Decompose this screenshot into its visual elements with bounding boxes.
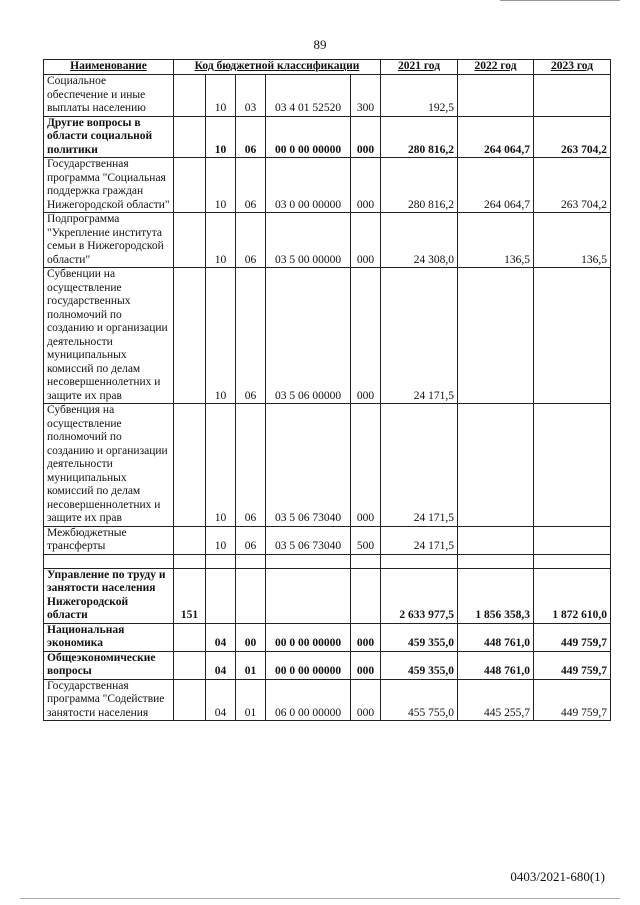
row-name: Подпрограмма "Укрепление института семьи в Нижегородской области" [44, 213, 174, 268]
table-row [44, 623, 611, 651]
row-value-2023 [534, 526, 611, 554]
row-value-2023: 449 759,7 [534, 679, 611, 721]
table-row [44, 116, 611, 158]
header-2023: 2023 год [534, 60, 611, 75]
row-value-2021: 24 171,5 [381, 526, 458, 554]
row-value-2022: 448 761,0 [458, 623, 534, 651]
row-value-2022 [458, 75, 534, 117]
row-target-article: 00 0 00 00000 [266, 623, 351, 651]
row-name: Государственная программа "Содействие занятости населения [44, 679, 174, 721]
row-name: Социальное обеспечение и иные выплаты населению [44, 75, 174, 117]
row-org-code [174, 679, 206, 721]
table-row [44, 213, 611, 268]
row-value-2022 [458, 526, 534, 554]
row-org-code [174, 158, 206, 213]
row-target-article: 03 5 00 00000 [266, 213, 351, 268]
row-section: 04 [206, 623, 236, 651]
row-subsection: 06 [236, 268, 266, 404]
row-name: Субвенция на осуществление полномочий по созданию и организации деятельности муниципальных комиссий по делам несовершеннолетних и защите их прав [44, 404, 174, 527]
row-section: 10 [206, 116, 236, 158]
row-org-code [174, 75, 206, 117]
row-org-code [174, 623, 206, 651]
row-expense-type [351, 554, 381, 568]
row-value-2022: 445 255,7 [458, 679, 534, 721]
row-org-code [174, 404, 206, 527]
row-value-2022 [458, 268, 534, 404]
row-value-2021: 280 816,2 [381, 116, 458, 158]
row-section [206, 568, 236, 623]
table-row [44, 75, 611, 117]
row-target-article [266, 568, 351, 623]
row-org-code [174, 651, 206, 679]
row-value-2023: 1 872 610,0 [534, 568, 611, 623]
table-row [44, 268, 611, 404]
row-subsection: 06 [236, 404, 266, 527]
row-section: 04 [206, 651, 236, 679]
row-value-2022 [458, 554, 534, 568]
row-expense-type: 000 [351, 651, 381, 679]
row-subsection: 01 [236, 679, 266, 721]
row-section: 10 [206, 158, 236, 213]
row-expense-type: 000 [351, 679, 381, 721]
row-org-code [174, 554, 206, 568]
header-name: Наименование [44, 60, 174, 75]
row-value-2021: 2 633 977,5 [381, 568, 458, 623]
row-value-2023: 263 704,2 [534, 158, 611, 213]
header-code: Код бюджетной классификации [174, 60, 381, 75]
row-target-article: 06 0 00 00000 [266, 679, 351, 721]
row-expense-type: 500 [351, 526, 381, 554]
page-number: 89 [313, 37, 327, 52]
table-row [44, 526, 611, 554]
row-name: Межбюджетные трансферты [44, 526, 174, 554]
row-value-2023: 449 759,7 [534, 651, 611, 679]
row-name: Национальная экономика [44, 623, 174, 651]
row-section [206, 554, 236, 568]
row-target-article: 03 5 06 73040 [266, 404, 351, 527]
top-rule [500, 0, 620, 1]
row-value-2021: 459 355,0 [381, 623, 458, 651]
row-subsection [236, 568, 266, 623]
row-subsection: 03 [236, 75, 266, 117]
row-value-2022: 1 856 358,3 [458, 568, 534, 623]
row-name: Другие вопросы в области социальной политики [44, 116, 174, 158]
row-expense-type: 000 [351, 213, 381, 268]
row-value-2021: 455 755,0 [381, 679, 458, 721]
row-section: 10 [206, 404, 236, 527]
row-subsection: 00 [236, 623, 266, 651]
row-expense-type: 000 [351, 404, 381, 527]
budget-table [43, 59, 611, 721]
row-value-2021: 280 816,2 [381, 158, 458, 213]
row-subsection [236, 554, 266, 568]
row-value-2022: 136,5 [458, 213, 534, 268]
row-section: 10 [206, 75, 236, 117]
row-target-article: 03 5 06 00000 [266, 268, 351, 404]
table-body [44, 75, 611, 721]
row-value-2021: 24 171,5 [381, 404, 458, 527]
row-value-2023 [534, 75, 611, 117]
row-section: 10 [206, 213, 236, 268]
row-value-2023: 263 704,2 [534, 116, 611, 158]
row-value-2021: 459 355,0 [381, 651, 458, 679]
row-name: Общеэкономические вопросы [44, 651, 174, 679]
row-target-article: 03 5 06 73040 [266, 526, 351, 554]
header-2021: 2021 год [381, 60, 458, 75]
row-expense-type: 000 [351, 158, 381, 213]
row-section: 04 [206, 679, 236, 721]
row-name: Управление по труду и занятости населения Нижегородской области [44, 568, 174, 623]
row-subsection: 01 [236, 651, 266, 679]
table-row [44, 679, 611, 721]
row-org-code [174, 116, 206, 158]
row-value-2022: 264 064,7 [458, 158, 534, 213]
row-section: 10 [206, 268, 236, 404]
table-row [44, 568, 611, 623]
footer-document-code: 0403/2021-680(1) [510, 869, 605, 884]
row-value-2021: 192,5 [381, 75, 458, 117]
row-org-code [174, 268, 206, 404]
table-row [44, 554, 611, 568]
row-name: Субвенции на осуществление государственных полномочий по созданию и организации деятельности муниципальных комиссий по делам несовершеннолетних и защите их прав [44, 268, 174, 404]
row-target-article [266, 554, 351, 568]
row-target-article: 03 0 00 00000 [266, 158, 351, 213]
row-name [44, 554, 174, 568]
row-expense-type: 000 [351, 116, 381, 158]
row-expense-type: 000 [351, 268, 381, 404]
row-value-2022: 264 064,7 [458, 116, 534, 158]
row-subsection: 06 [236, 213, 266, 268]
row-value-2021: 24 171,5 [381, 268, 458, 404]
row-value-2023 [534, 268, 611, 404]
table-row [44, 404, 611, 527]
row-value-2023 [534, 554, 611, 568]
bottom-rule [20, 898, 620, 899]
row-org-code [174, 526, 206, 554]
row-name: Государственная программа "Социальная поддержка граждан Нижегородской области" [44, 158, 174, 213]
row-value-2021 [381, 554, 458, 568]
row-expense-type: 000 [351, 623, 381, 651]
row-value-2022: 448 761,0 [458, 651, 534, 679]
row-expense-type: 300 [351, 75, 381, 117]
row-value-2023: 449 759,7 [534, 623, 611, 651]
row-target-article: 00 0 00 00000 [266, 651, 351, 679]
row-value-2021: 24 308,0 [381, 213, 458, 268]
table-header-row [44, 60, 611, 75]
header-2022: 2022 год [458, 60, 534, 75]
row-subsection: 06 [236, 526, 266, 554]
row-section: 10 [206, 526, 236, 554]
row-value-2023 [534, 404, 611, 527]
row-value-2022 [458, 404, 534, 527]
row-org-code: 151 [174, 568, 206, 623]
row-subsection: 06 [236, 116, 266, 158]
row-org-code [174, 213, 206, 268]
row-subsection: 06 [236, 158, 266, 213]
row-target-article: 03 4 01 52520 [266, 75, 351, 117]
row-value-2023: 136,5 [534, 213, 611, 268]
table-row [44, 158, 611, 213]
row-expense-type [351, 568, 381, 623]
row-target-article: 00 0 00 00000 [266, 116, 351, 158]
table-row [44, 651, 611, 679]
